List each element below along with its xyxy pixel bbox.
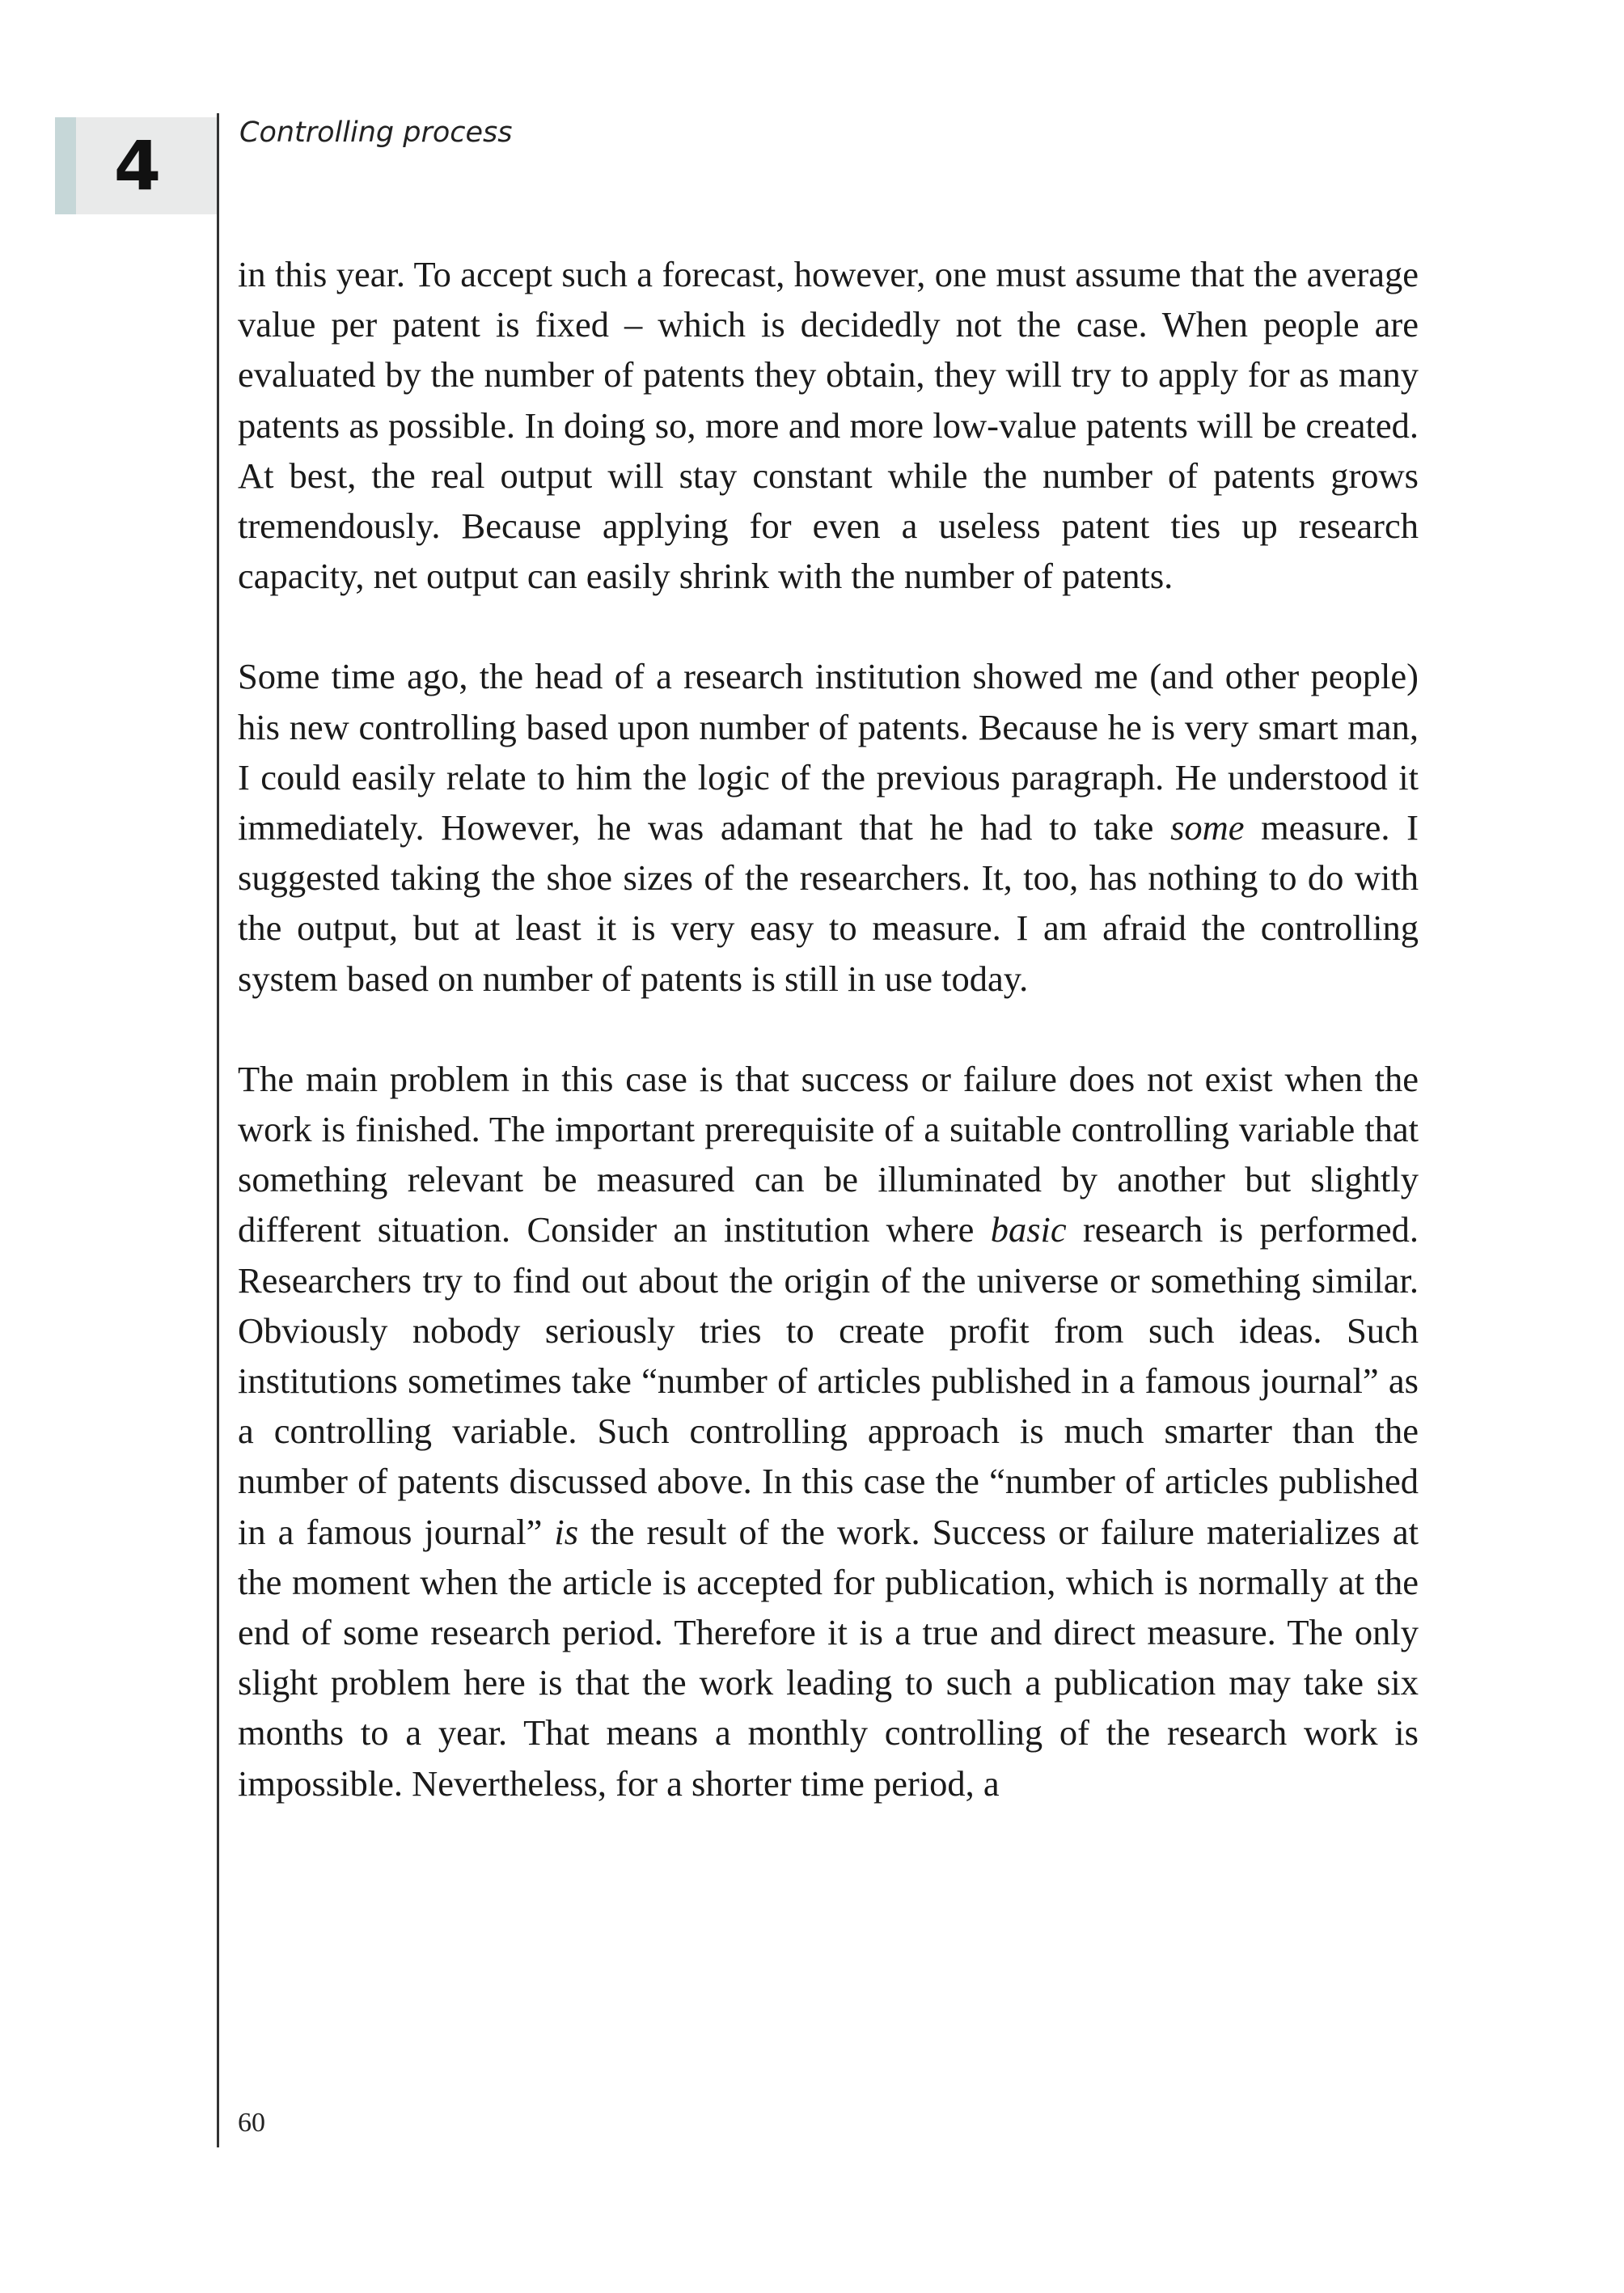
margin-rule [217, 113, 219, 2147]
running-header: Controlling process [239, 116, 513, 149]
chapter-tab-accent [55, 117, 76, 214]
paragraph-3-emphasis-is: is [554, 1511, 579, 1552]
paragraph-2-text-b: measure. I suggested taking the shoe sizes of the researchers. It, too, has nothing to do with the output, but at least it is very easy to measure. I am afraid the controlling system based on number of patents is still in use today. [238, 807, 1419, 999]
paragraph-2-emphasis: some [1170, 807, 1245, 848]
paragraph-3-text-a: The main problem in this case is that success or failure does not exist when the work is finished. The important prerequisite of a suitable controlling variable that something relevant be measured can be illuminated by another but slightly different situation. Consider an institution where [238, 1058, 1419, 1250]
paragraph-2-text-a: Some time ago, the head of a research institution showed me (and other people) his new controlling based upon number of patents. Because he is very smart man, I could easily relate to him the logic of the previous paragraph. He understood it immediately. However, he was adamant that he had to take [238, 656, 1419, 848]
paragraph-1-text: in this year. To accept such a forecast, however, one must assume that the average value per patent is fixed – which is decidedly not the case. When people are evaluated by the number of patents they obtain, they will try to apply for as many patents as possible. In doing so, more and more low-value patents will be created. At best, the real output will stay constant while the number of patents grows tremendously. Because applying for even a useless patent ties up research capacity, net output can easily shrink with the number of patents. [238, 254, 1419, 597]
paragraph-1 [238, 249, 1419, 601]
paragraph-2 [238, 651, 1419, 1003]
paragraph-3-text-c: the result of the work. Success or failure materializes at the moment when the article is accepted for publication, which is normally at the end of some research period. Therefore it is a true and direct measure. The only slight problem here is that the work leading to such a publication may take six months to a year. That means a monthly controlling of the research work is impossible. Nevertheless, for a shorter time period, a [238, 1511, 1419, 1804]
paragraph-3 [238, 1054, 1419, 1809]
body-text [238, 249, 1419, 1809]
chapter-number: 4 [113, 126, 162, 205]
page-number: 60 [238, 2108, 265, 2138]
paragraph-3-emphasis-basic: basic [990, 1209, 1067, 1250]
paragraph-3-text-b: research is performed. Researchers try to find out about the origin of the universe or something similar. Obviously nobody seriously tries to create profit from such ideas. Such institutions sometimes take “number of articles published in a famous journal” as a controlling variable. Such controlling approach is much smarter than the number of patents discussed above. In this case the “number of articles published in a famous journal” [238, 1209, 1419, 1552]
